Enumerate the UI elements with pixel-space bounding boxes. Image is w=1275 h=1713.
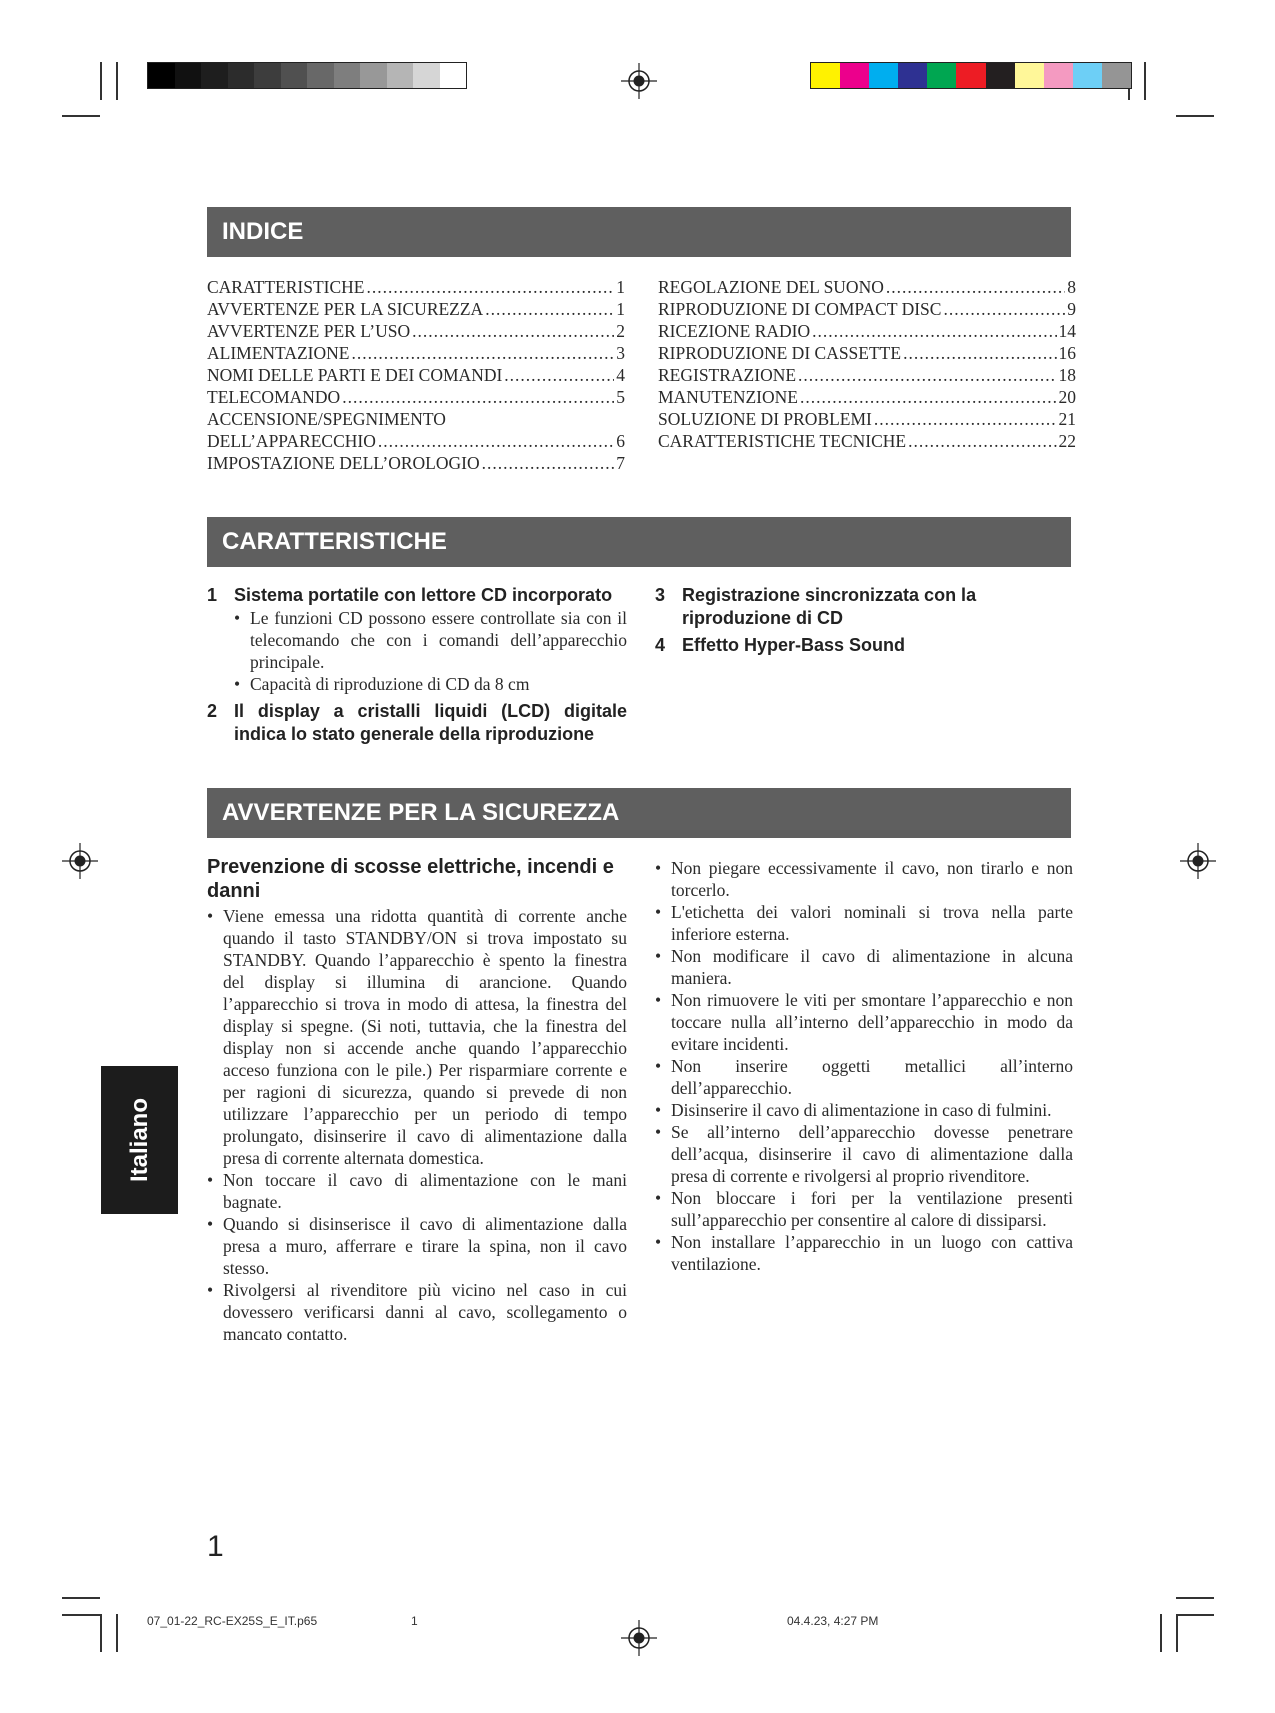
crop-mark [116,62,118,100]
language-side-tab [101,1066,178,1214]
index-entry-page: 22 [1058,431,1076,451]
registration-mark-icon [621,1620,657,1656]
index-entry-title: IMPOSTAZIONE DELL’OROLOGIO [207,453,480,473]
safety-bullet: • Non inserire oggetti metallici all’interno dell’apparecchio. [655,1055,1073,1099]
safety-bullet: • Non bloccare i fori per la ventilazione presenti sull’apparecchio per consentire al calore di dissiparsi. [655,1187,1073,1231]
index-entry[interactable] [207,386,625,408]
safety-bullet: • Disinserire il cavo di alimentazione in caso di fulmini. [655,1099,1073,1121]
index-leader-dots [874,408,1057,430]
index-entry[interactable] [658,430,1076,452]
index-entry[interactable] [207,320,625,342]
color-swatch [201,63,228,88]
feature-item [207,700,627,746]
index-entry-page: 18 [1058,365,1076,385]
color-swatch [387,63,414,88]
footer-date: 04.4.23, 4:27 PM [787,1614,879,1628]
safety-bullet: • Rivolgersi al rivenditore più vicino nel caso in cui dovessero verificarsi danni al cavo, scollegamento o mancato contatto. [207,1279,627,1345]
index-leader-dots [367,276,615,298]
index-entry-page: 8 [1067,277,1076,297]
index-entry-page: 9 [1067,299,1076,319]
feature-text: Sistema portatile con lettore CD incorporato [234,585,613,605]
crop-mark [1176,1614,1214,1616]
index-entry[interactable] [658,342,1076,364]
index-leader-dots [378,430,614,452]
registration-mark-icon [62,843,98,879]
safety-bullet: • Viene emessa una ridotta quantità di corrente anche quando il tasto STANDBY/ON si trova impostato su STANDBY. Quando l’apparecchio è spento la finestra del display si illumina di arancione. Quando l’apparecchio si trova in modo di attesa, la finestra del display si spegne. (Si noti, tuttavia, che la finestra del display non si accende anche quando l’apparecchio acceso funziona con le pile.) Per risparmiare corrente e per ragioni di sicurezza, quando si prevede di non utilizzare l’apparecchio per un periodo di tempo prolungato, disinserire il cavo di alimentazione dalla presa di corrente alternata domestica. [207,905,627,1169]
color-swatch [927,63,956,88]
crop-mark [1176,1614,1178,1652]
crop-mark [62,1597,100,1599]
crop-mark [116,1614,118,1652]
index-entry-page: 6 [616,431,625,451]
index-leader-dots [903,342,1056,364]
index-entry[interactable] [207,276,625,298]
index-entry[interactable] [658,298,1076,320]
index-leader-dots [504,364,614,386]
color-swatch [1102,63,1131,88]
index-entry[interactable] [658,386,1076,408]
index-entry-page: 3 [616,343,625,363]
index-leader-dots [800,386,1057,408]
index-entry-title: MANUTENZIONE [658,387,798,407]
safety-bullet: • Non modificare il cavo di alimentazione in alcuna maniera. [655,945,1073,989]
safety-bullet-list-left [207,905,627,1345]
index-entry-page: 21 [1058,409,1076,429]
index-entry[interactable] [658,320,1076,342]
footer-file-name: 07_01-22_RC-EX25S_E_IT.p65 [147,1614,318,1628]
index-entry-page: 5 [616,387,625,407]
color-swatch [440,63,467,88]
index-entry-page: 16 [1058,343,1076,363]
index-entry[interactable] [207,430,625,452]
index-entry-title: RICEZIONE RADIO [658,321,811,341]
crop-mark [1144,62,1146,100]
color-swatch [898,63,927,88]
page-number: 1 [207,1530,224,1563]
feature-bullet: • Capacità di riproduzione di CD da 8 cm [234,673,627,695]
index-leader-dots [351,342,614,364]
grayscale-color-bar [147,62,467,89]
color-swatch [360,63,387,88]
safety-bullet: • Se all’interno dell’apparecchio dovesse penetrare dell’acqua, disinserire il cavo di alimentazione dalla presa di corrente e rivolgersi al proprio rivenditore. [655,1121,1073,1187]
safety-bullet: • Non toccare il cavo di alimentazione con le mani bagnate. [207,1169,627,1213]
process-color-bar [810,62,1132,89]
safety-bullet: • Non installare l’apparecchio in un luogo con cattiva ventilazione. [655,1231,1073,1275]
index-entry[interactable] [207,364,625,386]
color-swatch [869,63,898,88]
index-entry-page: 4 [616,365,625,385]
index-entry-title: REGOLAZIONE DEL SUONO [658,277,884,297]
index-leader-dots [886,276,1065,298]
color-swatch [811,63,840,88]
safety-subtitle: Prevenzione di scosse elettriche, incendi e danni [207,856,614,902]
color-swatch [413,63,440,88]
color-swatch [986,63,1015,88]
index-leader-dots [485,298,614,320]
feature-number: 3 [655,585,666,605]
index-entry-page: 2 [616,321,625,341]
safety-bullet: • Non piegare eccessivamente il cavo, non tirarlo e non torcerlo. [655,857,1073,901]
index-leader-dots [482,452,615,474]
feature-item [655,634,1055,657]
index-entry-page: 14 [1058,321,1076,341]
color-swatch [254,63,281,88]
crop-mark [62,1614,100,1616]
color-swatch [1073,63,1102,88]
feature-number: 4 [655,635,666,655]
crop-mark [100,1614,102,1652]
safety-bullet-list-right [655,857,1073,1275]
index-entry-title: SOLUZIONE DI PROBLEMI [658,409,872,429]
index-leader-dots [342,386,614,408]
footer-page: 1 [411,1614,418,1628]
index-entry-title: ALIMENTAZIONE [207,343,350,363]
index-section-header: INDICE [207,207,1071,257]
color-swatch [840,63,869,88]
index-entry-title: AVVERTENZE PER L’USO [207,321,411,341]
index-leader-dots [812,320,1056,342]
index-leader-dots [908,430,1056,452]
registration-mark-icon [621,63,657,99]
feature-text: Registrazione sincronizzata con la riproduzione di CD [682,585,977,628]
crop-mark [62,115,100,117]
crop-mark [1176,1597,1214,1599]
feature-text: Effetto Hyper-Bass Sound [682,635,906,655]
index-leader-dots [798,364,1056,386]
index-entry-title: CARATTERISTICHE [207,277,365,297]
index-entry[interactable] [658,276,1076,298]
index-entry-title: AVVERTENZE PER LA SICUREZZA [207,299,484,319]
color-swatch [281,63,308,88]
index-list-right [658,276,1076,452]
index-entry-title: TELECOMANDO [207,387,341,407]
feature-bullet-list [234,607,627,695]
color-swatch [148,63,175,88]
index-entry[interactable] [658,408,1076,430]
features-section-header: CARATTERISTICHE [207,517,1071,567]
safety-bullet: • Quando si disinserisce il cavo di alimentazione dalla presa a muro, afferrare e tirare la spina, non il cavo stesso. [207,1213,627,1279]
feature-number: 1 [207,585,218,605]
index-entry[interactable] [207,452,625,474]
index-leader-dots [412,320,614,342]
color-swatch [175,63,202,88]
feature-item [655,584,1055,630]
safety-bullet: • Non rimuovere le viti per smontare l’apparecchio e non toccare nulla all’interno dell’apparecchio in modo da evitare incidenti. [655,989,1073,1055]
color-swatch [956,63,985,88]
index-entry-page: 7 [616,453,625,473]
color-swatch [228,63,255,88]
index-entry-title: DELL’APPARECCHIO [207,431,376,451]
crop-mark [1160,1614,1162,1652]
index-entry[interactable] [207,342,625,364]
feature-bullet: • Le funzioni CD possono essere controllate sia con il telecomando che con i comandi dell’apparecchio principale. [234,607,627,673]
crop-mark [100,62,102,100]
feature-number: 2 [207,701,218,721]
index-leader-dots [943,298,1065,320]
index-entry-page: 1 [616,277,625,297]
color-swatch [1015,63,1044,88]
language-label: Italiano [125,1097,153,1183]
safety-section-header: AVVERTENZE PER LA SICUREZZA [207,788,1071,838]
index-entry-title: ACCENSIONE/SPEGNIMENTO [207,409,446,429]
index-entry-page: 1 [616,299,625,319]
color-swatch [307,63,334,88]
index-entry-title: RIPRODUZIONE DI CASSETTE [658,343,902,363]
index-entry-title: CARATTERISTICHE TECNICHE [658,431,907,451]
safety-bullet: • L'etichetta dei valori nominali si trova nella parte inferiore esterna. [655,901,1073,945]
color-swatch [1044,63,1073,88]
feature-text: Il display a cristalli liquidi (LCD) digitale indica lo stato generale della riproduzione [234,701,627,744]
index-entry-title: NOMI DELLE PARTI E DEI COMANDI [207,365,503,385]
index-entry[interactable] [207,298,625,320]
index-entry-page: 20 [1058,387,1076,407]
index-entry-title: RIPRODUZIONE DI COMPACT DISC [658,299,942,319]
crop-mark [1176,115,1214,117]
index-entry-title: REGISTRAZIONE [658,365,797,385]
registration-mark-icon [1180,843,1216,879]
index-entry[interactable] [207,408,625,430]
color-swatch [334,63,361,88]
feature-item [207,584,627,607]
index-entry[interactable] [658,364,1076,386]
index-list-left [207,276,625,474]
